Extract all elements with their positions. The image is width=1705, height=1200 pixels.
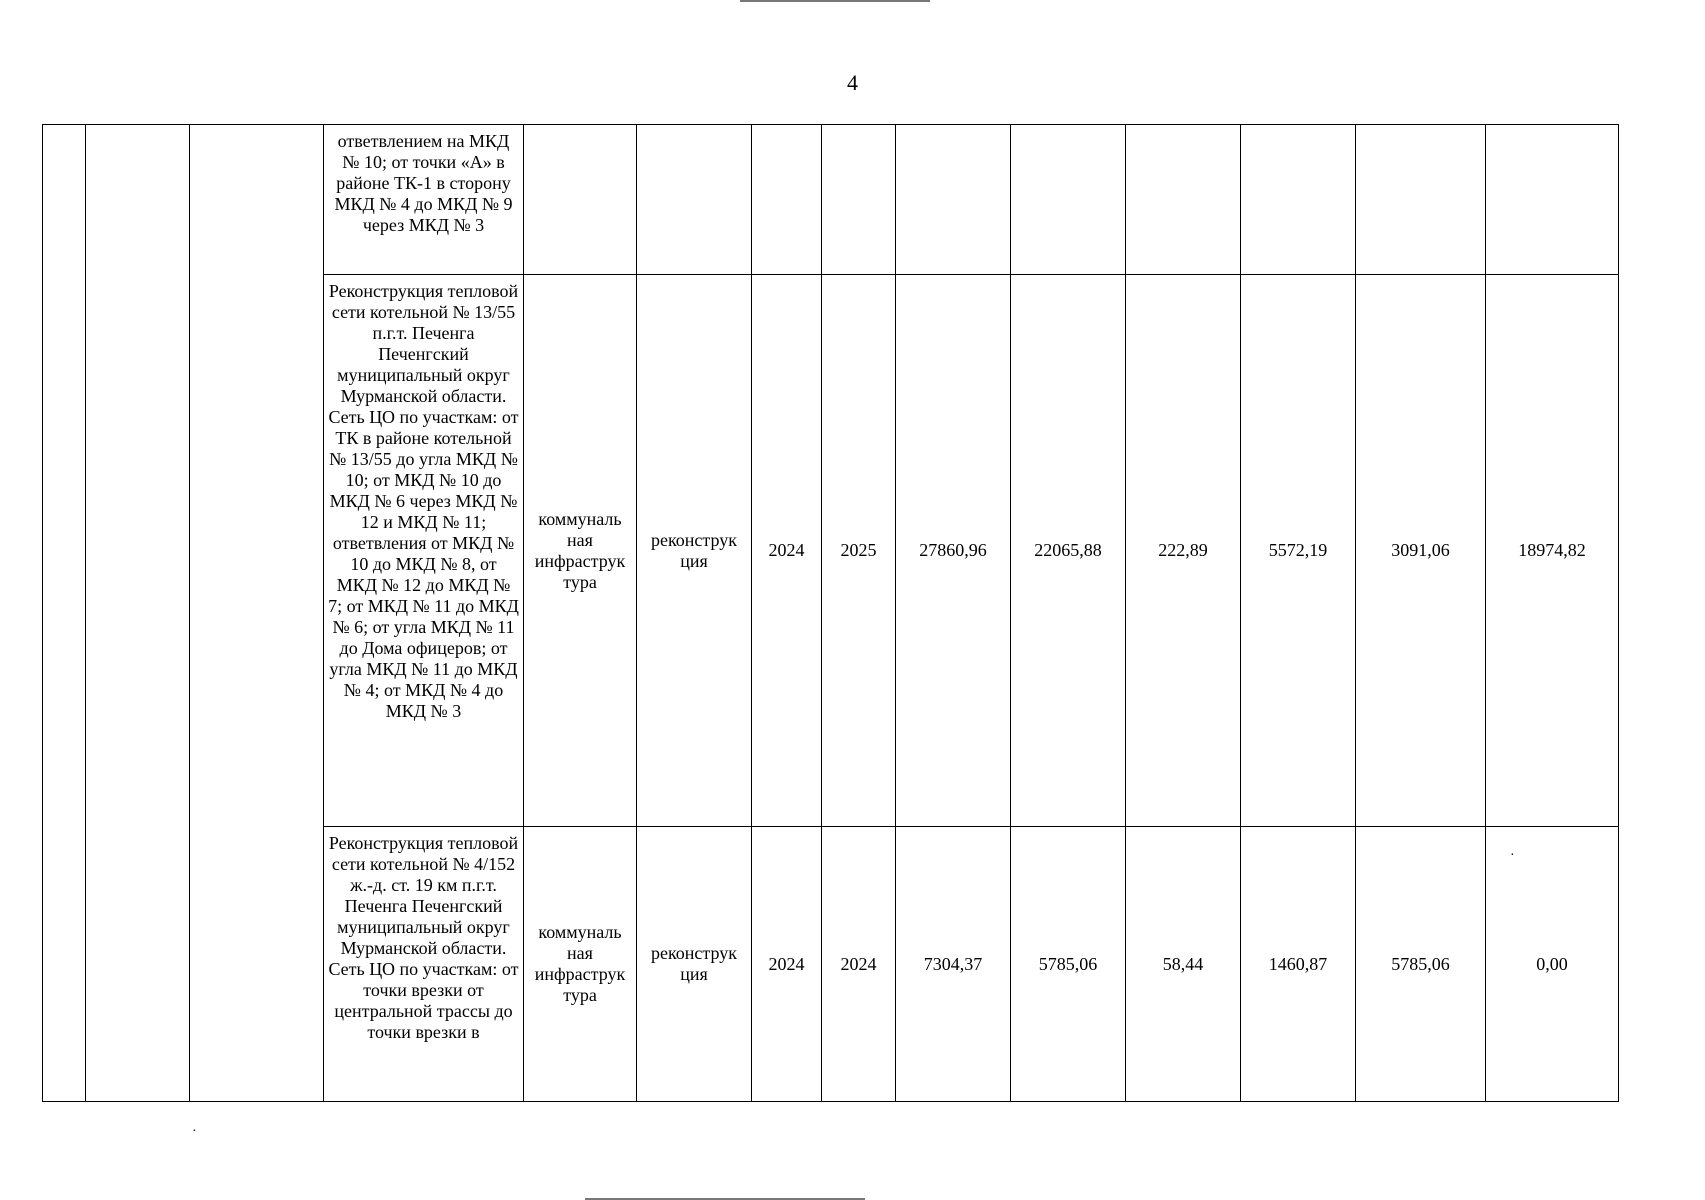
start-year: [752, 125, 822, 275]
value-1: [896, 125, 1011, 275]
projects-table: [42, 124, 1619, 1102]
value-2: 22065,88: [1011, 275, 1126, 827]
value-1: 27860,96: [896, 275, 1011, 827]
table-row: [43, 125, 1619, 275]
work-type: [637, 125, 752, 275]
work-type: реконструк ция: [637, 827, 752, 1102]
start-year: 2024: [752, 827, 822, 1102]
start-year: 2024: [752, 275, 822, 827]
value-2: 5785,06: [1011, 827, 1126, 1102]
value-6: 18974,82: [1486, 275, 1619, 827]
number-column-cell: [43, 125, 86, 1102]
value-3: [1126, 125, 1241, 275]
value-1: 7304,37: [896, 827, 1011, 1102]
value-5: [1356, 125, 1486, 275]
end-year: [822, 125, 896, 275]
value-5: 5785,06: [1356, 827, 1486, 1102]
value-3: 222,89: [1126, 275, 1241, 827]
object-description: Реконструкция тепловой сети котельной № 13/55 п.г.т. Печенга Печенгский муниципальный округ Мурманской области. Сеть ЦО по участкам: от ТК в районе котельной № 13/55 до угла МКД № 10; от МКД № 10 до МКД № 6 через МКД № 12 и МКД № 11; ответвления от МКД № 10 до МКД № 8, от МКД № 12 до МКД № 7; от МКД № 11 до МКД № 6; от угла МКД № 11 до Дома офицеров; от угла МКД № 11 до МКД № 4; от МКД № 4 до МКД № 3: [324, 275, 524, 827]
object-type: коммуналь ная инфраструк тура: [524, 827, 637, 1102]
stray-mark: ·: [192, 1124, 197, 1139]
top-edge-line: [740, 0, 930, 2]
value-4: [1241, 125, 1356, 275]
page-number: 4: [847, 70, 858, 95]
program-column-cell: [86, 125, 190, 1102]
value-5: 3091,06: [1356, 275, 1486, 827]
value-4: 5572,19: [1241, 275, 1356, 827]
object-description: ответвлением на МКД № 10; от точки «А» в районе ТК-1 в сторону МКД № 4 до МКД № 9 через МКД № 3: [324, 125, 524, 275]
object-type: [524, 125, 637, 275]
work-type: реконструк ция: [637, 275, 752, 827]
stray-mark: ·: [1510, 848, 1515, 863]
object-type: коммуналь ная инфраструк тура: [524, 275, 637, 827]
value-3: 58,44: [1126, 827, 1241, 1102]
value-6: [1486, 125, 1619, 275]
value-6: 0,00: [1486, 827, 1619, 1102]
value-4: 1460,87: [1241, 827, 1356, 1102]
value-2: [1011, 125, 1126, 275]
municipality-column-cell: [190, 125, 324, 1102]
end-year: 2025: [822, 275, 896, 827]
object-description: Реконструкция тепловой сети котельной № 4/152 ж.-д. ст. 19 км п.г.т. Печенга Печенгский муниципальный округ Мурманской области. Сеть ЦО по участкам: от точки врезки от центральной трассы до точки врезки в: [324, 827, 524, 1102]
end-year: 2024: [822, 827, 896, 1102]
